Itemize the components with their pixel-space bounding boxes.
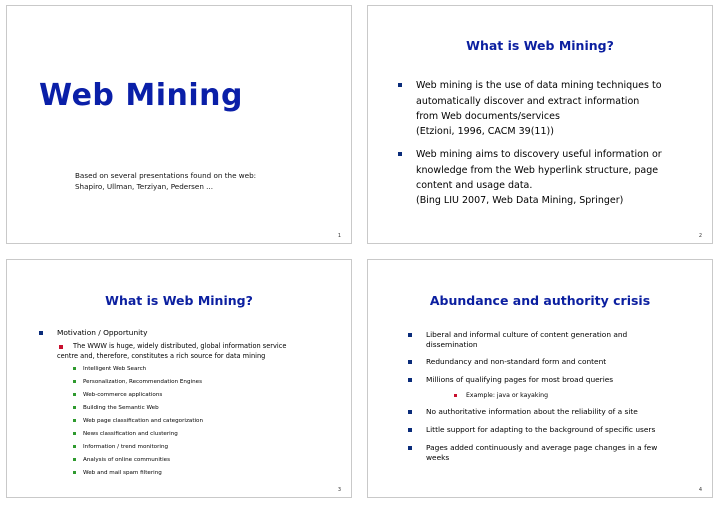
level-3-item [73, 430, 343, 443]
reference-1: (Etzioni, 1996, CACM 39(11)) [416, 126, 554, 137]
square-bullet-icon [73, 380, 76, 383]
bullet-1-line: from Web documents/services [416, 111, 560, 122]
slide-3 [6, 259, 352, 498]
square-bullet-icon [408, 410, 412, 414]
slide-2-bullet-2 [398, 147, 698, 194]
level-2-line: centre and, therefore, constitutes a rich source for data mining [57, 351, 266, 360]
slide-4-sub-bullet [454, 392, 704, 400]
level-3-text: News classification and clustering [83, 431, 178, 437]
bullet-text: Millions of qualifying pages for most broad queries [426, 375, 614, 384]
page-number: 3 [337, 487, 341, 493]
slide-1-title: Web Mining [39, 78, 243, 113]
square-bullet-icon [408, 428, 412, 432]
square-bullet-icon [73, 471, 76, 474]
slide-4-bullet-5 [408, 425, 703, 435]
square-bullet-icon [398, 83, 402, 87]
bullet-line: Pages added continuously and average page changes in a few [426, 443, 658, 452]
square-bullet-icon [73, 458, 76, 461]
bullet-text: Redundancy and non-standard form and content [426, 357, 607, 366]
reference-2: (Bing LIU 2007, Web Data Mining, Springer) [416, 195, 624, 206]
square-bullet-icon [73, 419, 76, 422]
level-3-item [73, 391, 343, 404]
level-3-item [73, 469, 343, 482]
slide-2 [367, 5, 713, 244]
slide-1 [6, 5, 352, 244]
level-3-item [73, 417, 343, 430]
slide-4 [367, 259, 713, 498]
level-1-item [39, 328, 339, 338]
page-number: 2 [698, 233, 702, 239]
slide-4-bullet-4 [408, 407, 703, 417]
square-bullet-icon [408, 333, 412, 337]
slide-3-title: What is Web Mining? [105, 293, 253, 308]
slide-4-bullet-6 [408, 443, 703, 463]
level-1-text: Motivation / Opportunity [57, 328, 148, 337]
level-2-item [59, 342, 344, 361]
bullet-line: dissemination [426, 340, 478, 349]
level-3-text: Analysis of online communities [83, 457, 170, 463]
square-bullet-icon [408, 360, 412, 364]
square-bullet-icon [59, 345, 63, 349]
square-bullet-icon [408, 378, 412, 382]
slide-4-bullet-2 [408, 357, 703, 367]
level-3-item [73, 365, 343, 378]
square-bullet-icon [73, 432, 76, 435]
slide-4-bullet-1 [408, 330, 703, 350]
bullet-1-line: automatically discover and extract information [416, 95, 640, 107]
square-bullet-icon [73, 445, 76, 448]
page-number: 4 [698, 487, 702, 493]
square-bullet-icon [454, 394, 457, 397]
slide-2-bullet-1 [398, 78, 698, 125]
square-bullet-icon [73, 406, 76, 409]
bullet-1-line: Web mining is the use of data mining techniques to [416, 80, 662, 91]
square-bullet-icon [73, 393, 76, 396]
level-3-text: Information / trend monitoring [83, 444, 169, 450]
bullet-text: No authoritative information about the reliability of a site [426, 407, 638, 416]
page-number: 1 [337, 233, 341, 239]
bullet-2-line: Web mining aims to discovery useful information or [416, 149, 662, 160]
square-bullet-icon [39, 331, 43, 335]
level-3-text: Intelligent Web Search [83, 366, 147, 372]
level-3-text: Web and mail spam filtering [83, 470, 162, 476]
square-bullet-icon [73, 367, 76, 370]
level-3-item [73, 404, 343, 417]
level-3-list [73, 365, 343, 482]
level-3-text: Personalization, Recommendation Engines [83, 379, 202, 385]
sub-bullet-text: Example: java or kayaking [466, 392, 548, 399]
bullet-2-line: knowledge from the Web hyperlink structure, page [416, 164, 659, 176]
slide-2-title: What is Web Mining? [466, 38, 614, 53]
square-bullet-icon [408, 446, 412, 450]
slide-4-title: Abundance and authority crisis [429, 293, 651, 308]
credits-line-2: Shapiro, Ullman, Terziyan, Pedersen ... [75, 182, 214, 191]
bullet-2-line: content and usage data. [416, 180, 533, 191]
level-3-text: Web page classification and categorization [83, 418, 204, 424]
slide-4-bullet-3 [408, 375, 703, 385]
level-3-item [73, 456, 343, 469]
level-2-line: The WWW is huge, widely distributed, global information service [73, 342, 287, 350]
bullet-text: Little support for adapting to the background of specific users [426, 425, 656, 434]
level-3-item [73, 378, 343, 391]
level-3-text: Building the Semantic Web [83, 405, 159, 411]
bullet-line: weeks [426, 453, 450, 462]
level-3-item [73, 443, 343, 456]
square-bullet-icon [398, 152, 402, 156]
level-3-text: Web-commerce applications [83, 392, 163, 398]
bullet-line: Liberal and informal culture of content generation and [426, 330, 628, 339]
credits-line-1: Based on several presentations found on the web: [75, 171, 257, 180]
slide-1-credits [75, 170, 256, 192]
